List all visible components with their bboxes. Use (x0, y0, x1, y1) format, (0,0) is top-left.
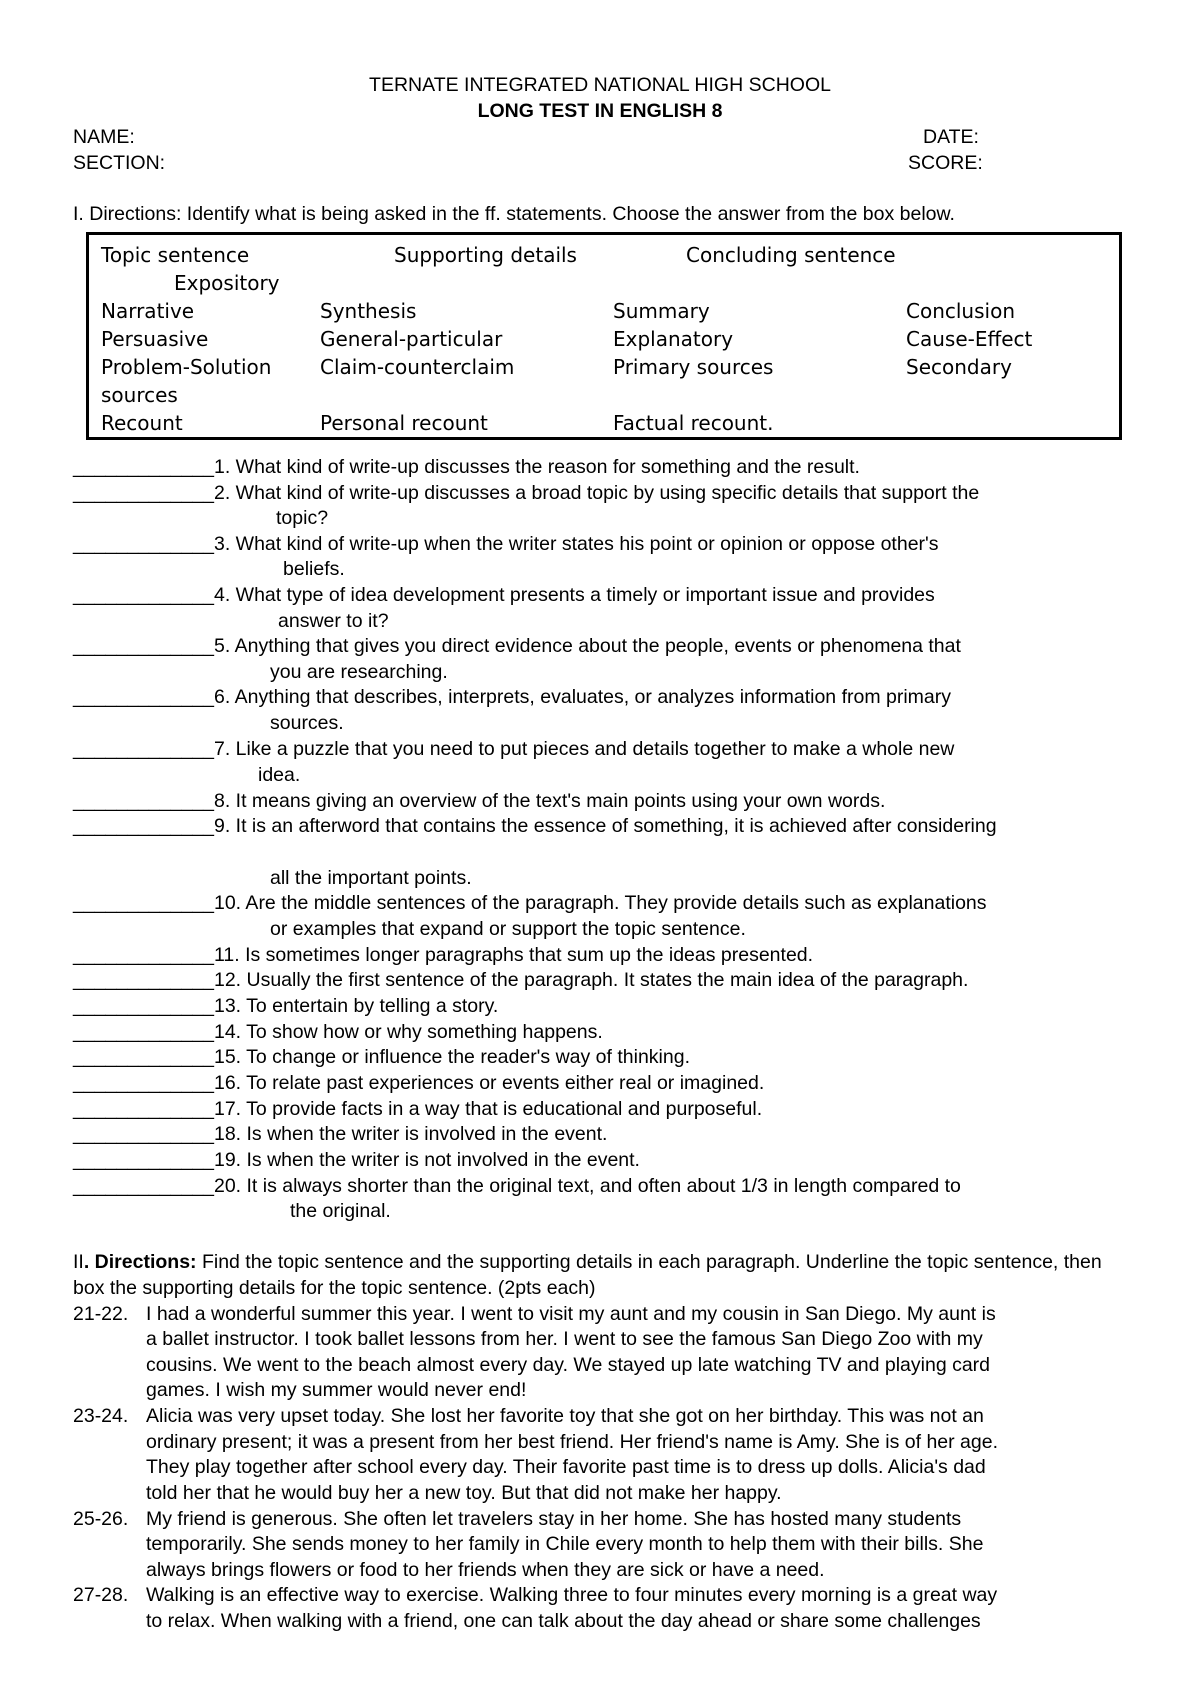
question-17: _____________17. To provide facts in a way that is educational and purposeful. (73, 1098, 763, 1120)
paragraph-1-line-1: I had a wonderful summer this year. I went to visit my aunt and my cousin in San Diego. My aunt is (146, 1303, 996, 1325)
choice-general-particular: General-particular (320, 327, 503, 351)
choice-cause-effect: Cause-Effect (906, 327, 1033, 351)
test-title: LONG TEST IN ENGLISH 8 (477, 100, 723, 122)
name-label: NAME: (73, 126, 135, 148)
question-7: _____________7. Like a puzzle that you need to put pieces and details together to make a whole new (73, 738, 955, 760)
question-2: _____________2. What kind of write-up discusses a broad topic by using specific details that support the (73, 482, 980, 504)
question-4-cont: answer to it? (278, 610, 389, 632)
question-16: _____________16. To relate past experiences or events either real or imagined. (73, 1072, 765, 1094)
question-6-cont: sources. (270, 712, 344, 734)
choice-explanatory: Explanatory (613, 327, 734, 351)
paragraph-1-line-2: a ballet instructor. I took ballet lessons from her. I went to see the famous San Diego Zoo with my (146, 1328, 983, 1350)
question-11: _____________11. Is sometimes longer paragraphs that sum up the ideas presented. (73, 944, 814, 966)
part2-directions-text: Find the topic sentence and the supporting details in each paragraph. Underline the topic sentence, then box the supporting details for the topic sentence. (2pts each) (73, 1251, 1102, 1299)
question-12: _____________12. Usually the first sentence of the paragraph. It states the main idea of the paragraph. (73, 969, 969, 991)
score-label: SCORE: (908, 152, 983, 174)
question-4: _____________4. What type of idea development presents a timely or important issue and provides (73, 584, 935, 606)
choice-expository: Expository (174, 271, 280, 295)
question-8: _____________8. It means giving an overview of the text's main points using your own words. (73, 790, 886, 812)
choice-concluding-sentence: Concluding sentence (686, 243, 896, 267)
date-label: DATE: (923, 126, 979, 148)
paragraph-2-line-1: Alicia was very upset today. She lost her favorite toy that she got on her birthday. This was not an (146, 1405, 984, 1427)
question-5-cont: you are researching. (270, 661, 448, 683)
choice-summary: Summary (613, 299, 710, 323)
choice-primary-sources: Primary sources (613, 355, 774, 379)
paragraph-4-number: 27-28. (73, 1584, 129, 1606)
question-7-cont: idea. (258, 764, 301, 786)
choice-topic-sentence: Topic sentence (101, 243, 250, 267)
part2-roman: II (73, 1251, 84, 1273)
choice-problem-solution: Problem-Solution (101, 355, 272, 379)
paragraph-1-line-4: games. I wish my summer would never end! (146, 1379, 527, 1401)
question-18: _____________18. Is when the writer is involved in the event. (73, 1123, 608, 1145)
choice-claim-counterclaim: Claim-counterclaim (320, 355, 515, 379)
question-13: _____________13. To entertain by telling a story. (73, 995, 499, 1017)
choice-conclusion: Conclusion (906, 299, 1015, 323)
choice-supporting-details: Supporting details (394, 243, 577, 267)
paragraph-4-line-1: Walking is an effective way to exercise. Walking three to four minutes every morning is a great way (146, 1584, 998, 1606)
question-9: _____________9. It is an afterword that contains the essence of something, it is achieved after considering (73, 815, 997, 837)
paragraph-3-number: 25-26. (73, 1508, 129, 1530)
choice-persuasive: Persuasive (101, 327, 209, 351)
choice-personal-recount: Personal recount (320, 411, 488, 435)
choice-narrative: Narrative (101, 299, 195, 323)
choice-secondary-sources-wrap: sources (101, 383, 178, 407)
paragraph-2-line-3: They play together after school every day. Their favorite past time is to dress up dolls. Alicia's dad (146, 1456, 986, 1478)
paragraph-2-line-4: told her that he would buy her a new toy. But that did not make her happy. (146, 1482, 782, 1504)
question-10: _____________10. Are the middle sentences of the paragraph. They provide details such as explanations (73, 892, 987, 914)
question-5: _____________5. Anything that gives you direct evidence about the people, events or phenomena that (73, 635, 961, 657)
question-15: _____________15. To change or influence the reader's way of thinking. (73, 1046, 690, 1068)
choice-secondary: Secondary (906, 355, 1012, 379)
choice-factual-recount: Factual recount. (613, 411, 774, 435)
paragraph-3-line-2: temporarily. She sends money to her family in Chile every month to help them with their bills. She (146, 1533, 984, 1555)
question-1: _____________1. What kind of write-up discusses the reason for something and the result. (73, 456, 860, 478)
part1-directions: I. Directions: Identify what is being asked in the ff. statements. Choose the answer from the box below. (73, 203, 955, 225)
question-20: _____________20. It is always shorter than the original text, and often about 1/3 in length compared to (73, 1175, 961, 1197)
school-name: TERNATE INTEGRATED NATIONAL HIGH SCHOOL (369, 74, 831, 96)
paragraph-2-line-2: ordinary present; it was a present from her best friend. Her friend's name is Amy. She is of her age. (146, 1431, 999, 1453)
question-9-cont: all the important points. (270, 867, 472, 889)
question-14: _____________14. To show how or why something happens. (73, 1021, 603, 1043)
paragraph-1-line-3: cousins. We went to the beach almost every day. We stayed up late watching TV and playing card (146, 1354, 991, 1376)
choice-synthesis: Synthesis (320, 299, 417, 323)
question-3: _____________3. What kind of write-up when the writer states his point or opinion or oppose other's (73, 533, 939, 555)
paragraph-4-line-2: to relax. When walking with a friend, one can talk about the day ahead or share some challenges (146, 1610, 981, 1632)
paragraph-1-number: 21-22. (73, 1303, 129, 1325)
choice-recount: Recount (101, 411, 183, 435)
question-20-cont: the original. (290, 1200, 391, 1222)
part2-directions (73, 1250, 1133, 1302)
question-2-cont: topic? (276, 507, 329, 529)
answer-choice-box (86, 232, 1122, 440)
part2-directions-heading: . Directions: (83, 1251, 197, 1273)
paragraph-2-number: 23-24. (73, 1405, 129, 1427)
paragraph-3-line-3: always brings flowers or food to her friends when they are sick or have a need. (146, 1559, 825, 1581)
question-19: _____________19. Is when the writer is not involved in the event. (73, 1149, 640, 1171)
section-label: SECTION: (73, 152, 166, 174)
question-6: _____________6. Anything that describes, interprets, evaluates, or analyzes information from primary (73, 686, 951, 708)
question-10-cont: or examples that expand or support the topic sentence. (270, 918, 746, 940)
paragraph-3-line-1: My friend is generous. She often let travelers stay in her home. She has hosted many students (146, 1508, 962, 1530)
question-3-cont: beliefs. (283, 558, 345, 580)
